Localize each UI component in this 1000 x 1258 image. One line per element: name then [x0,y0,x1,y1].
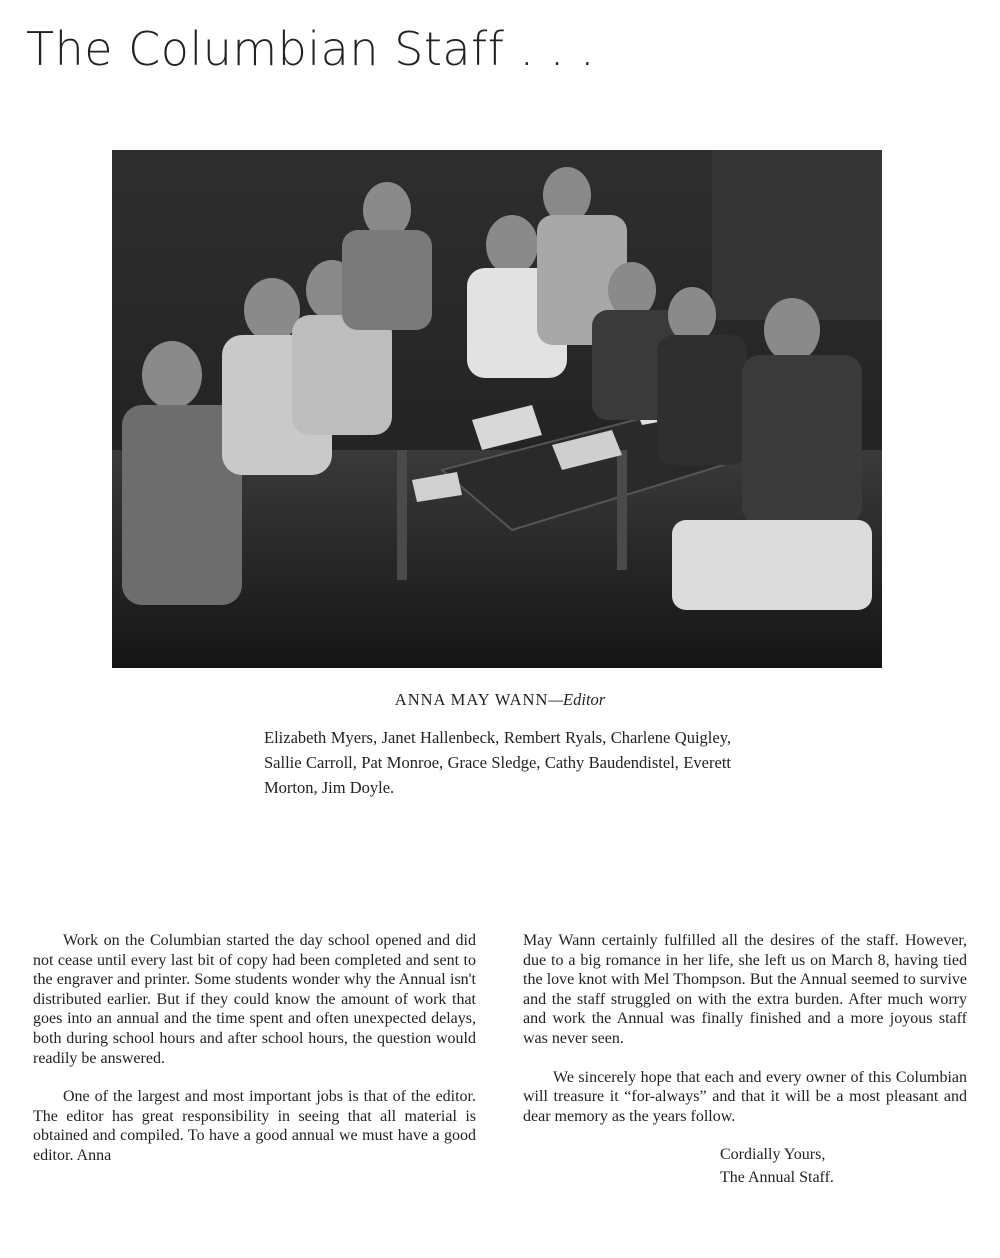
page-title: The Columbian Staff . . . [26,22,596,76]
article-paragraph: One of the largest and most important jobs is that of the editor. The editor has great responsibility in seeing that all material is obtained and compiled. To have a good annual we must have a good editor. Anna [33,1088,476,1164]
editor-caption [0,690,1000,710]
staff-group-photo [112,150,882,668]
article-paragraph-continued: May Wann certainly fulfilled all the desires of the staff. However, due to a big romance in her life, she left us on March 8, having tied the love knot with Mel Thompson. But the Annual seemed to survive and the staff struggled on with the extra burden. After much worry and work the Annual was finally finished and a more joyous staff was never seen. [523,932,967,1047]
signoff [720,1143,967,1189]
article-column-right [523,931,967,1189]
editor-role: —Editor [548,690,606,709]
article-paragraph: Work on the Columbian started the day school opened and did not cease until every last bit of copy had been completed and sent to the engraver and printer. Some students wonder why the Annual isn't distributed earlier. But if they could know the amount of work that goes into an annual and the time spent and often unexpected delays, both during school hours and after school hours, the question would readily be answered. [33,932,476,1067]
article-paragraph: We sincerely hope that each and every owner of this Columbian will treasure it “for-always” and that it will be a most pleasant and dear memory as the years follow. [523,1068,967,1125]
editor-name: ANNA MAY WANN [394,690,549,709]
closing-line: Cordially Yours, [720,1146,826,1164]
staff-list: Elizabeth Myers, Janet Hallenbeck, Rembert Ryals, Charlene Quigley, Sallie Carroll, Pat Monroe, Grace Sledge, Cathy Baudendistel, Everett Morton, Jim Doyle. [264,728,731,797]
article-column-left [33,931,476,1185]
signature-line: The Annual Staff. [720,1169,834,1187]
group-photo-icon [112,150,882,668]
